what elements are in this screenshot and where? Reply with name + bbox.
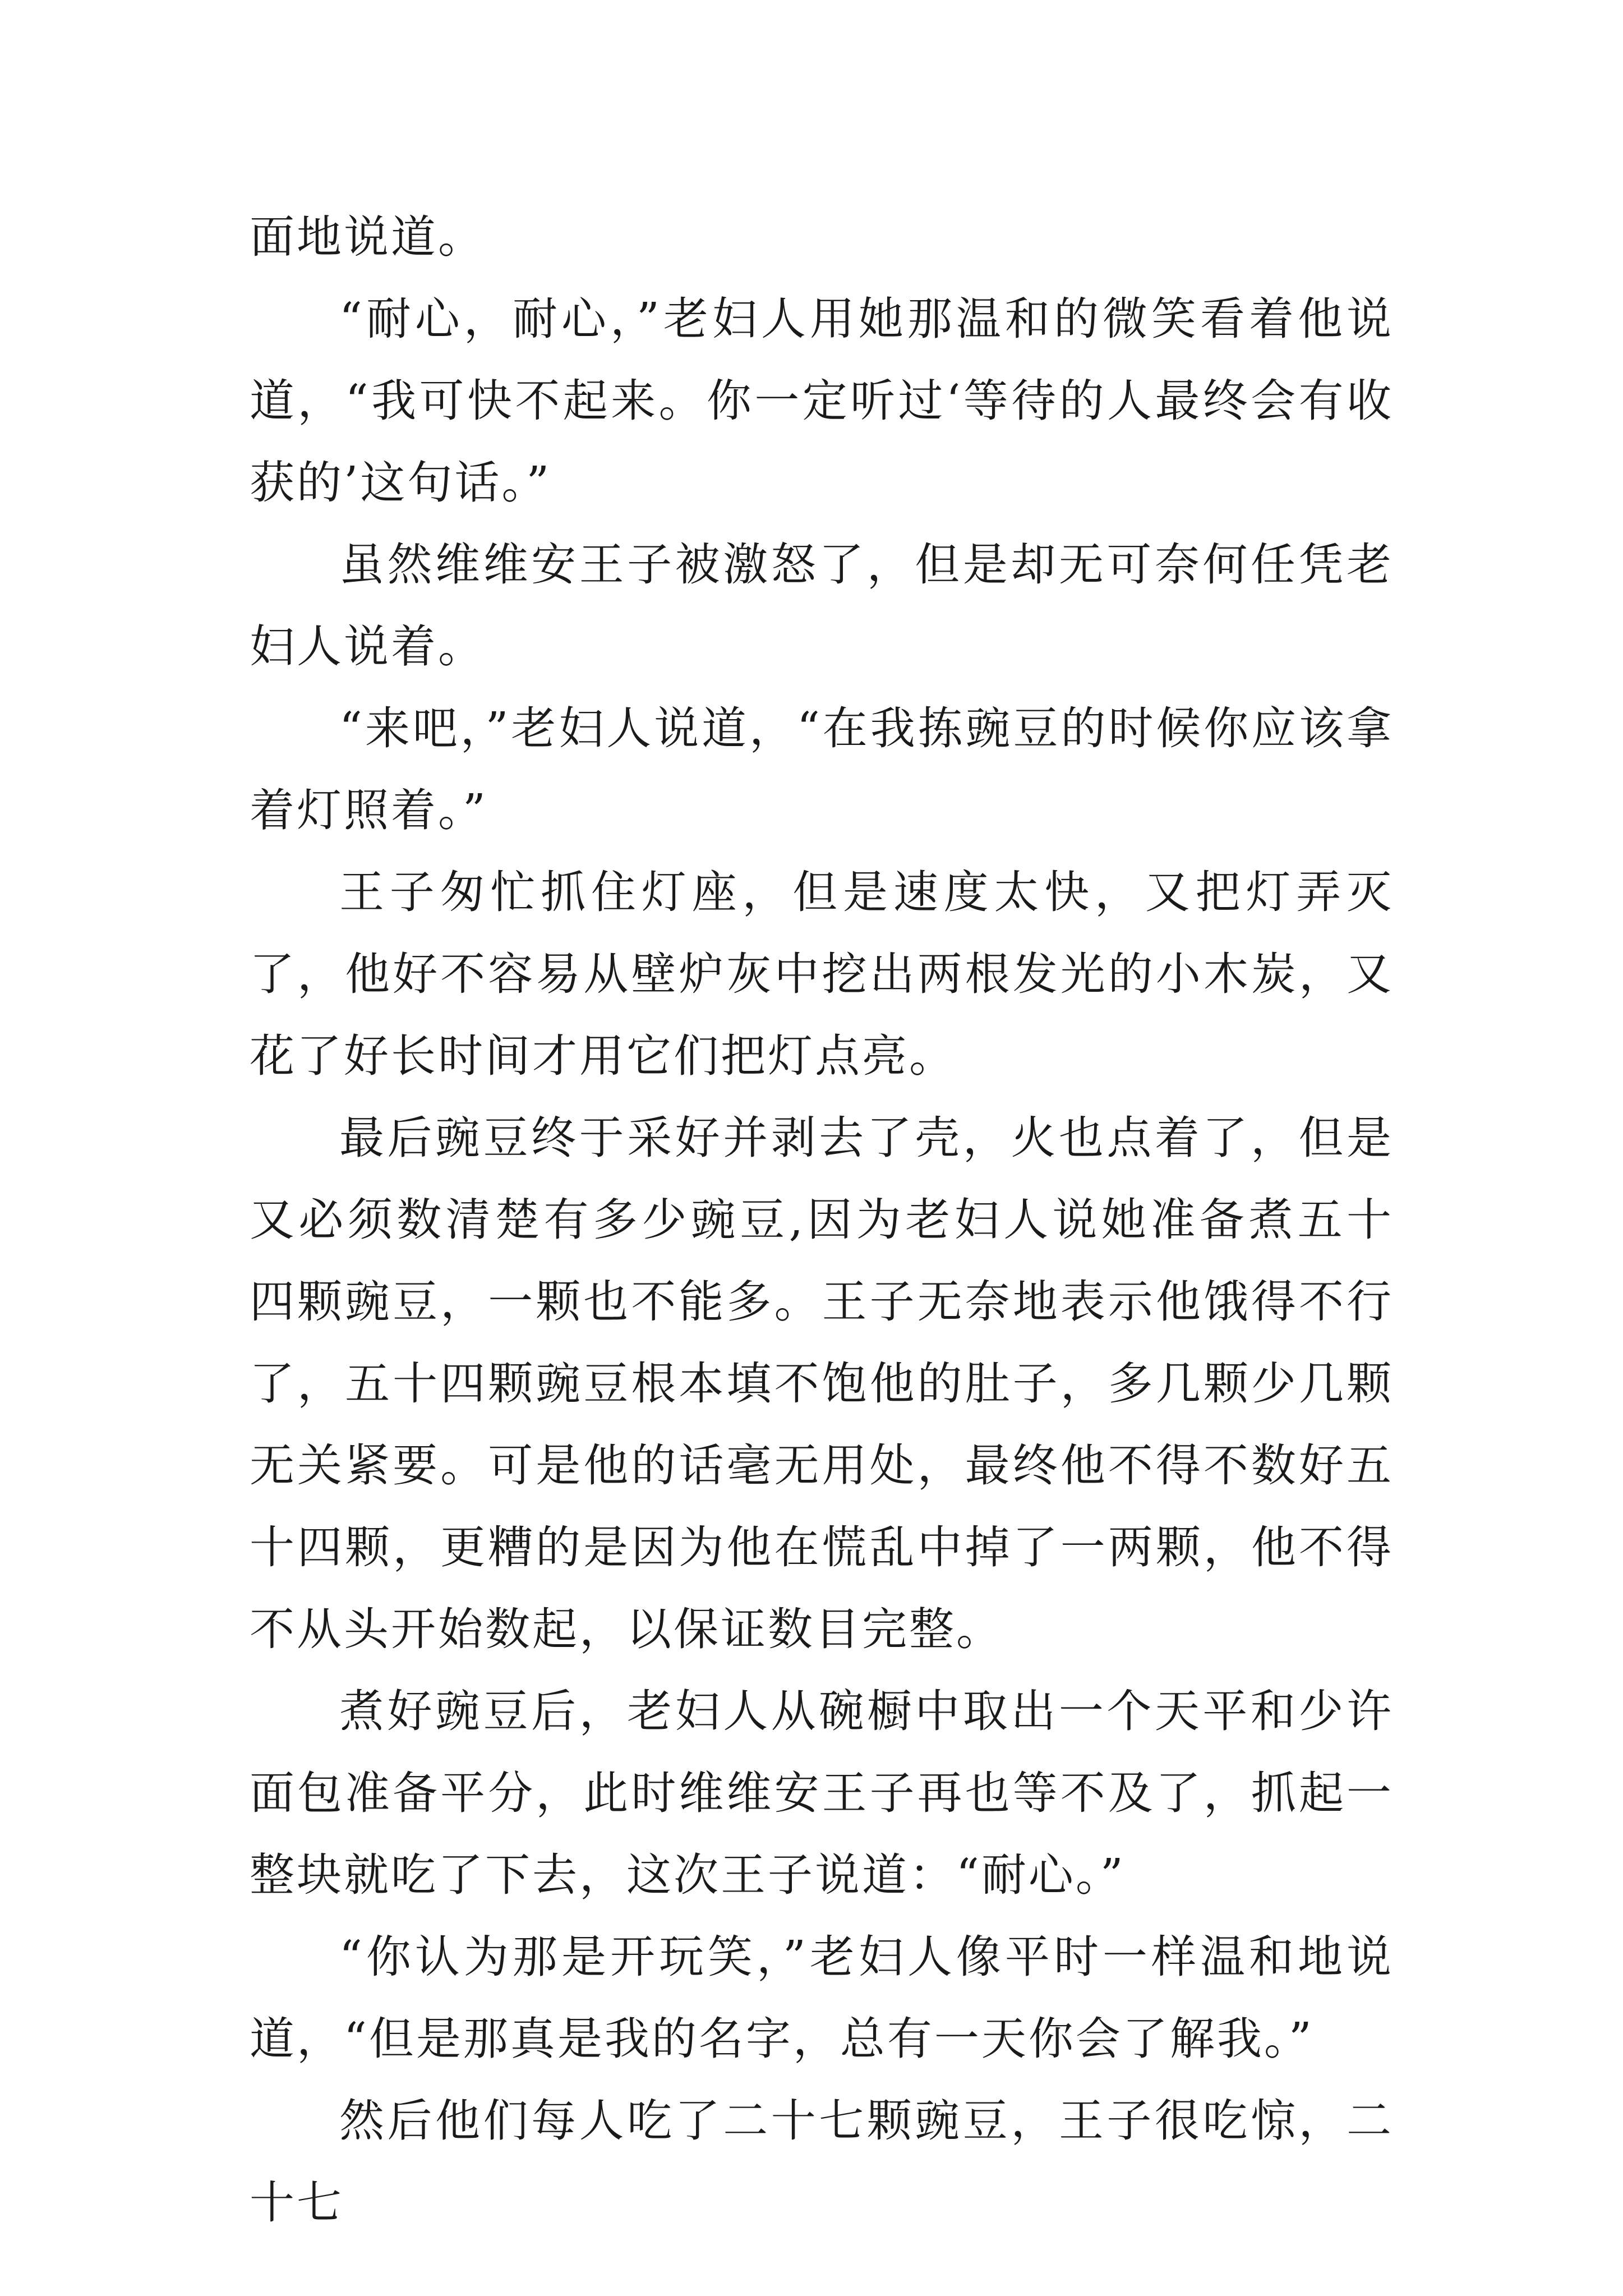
paragraph-9: 然后他们每人吃了二十七颗豌豆，王子很吃惊，二十七 <box>250 2095 1394 2229</box>
body-text <box>250 196 1394 2244</box>
paragraph-3: 虽然维维安王子被激怒了，但是却无可奈何任凭老妇人说着。 <box>250 539 1394 673</box>
paragraph-6: 最后豌豆终于采好并剥去了壳，火也点着了，但是又必须数清楚有多少豌豆,因为老妇人说她准备煮五十四颗豌豆，一颗也不能多。王子无奈地表示他饿得不行了，五十四颗豌豆根本填不饱他的肚子，多几颗少几颗无关紧要。可是他的话毫无用处，最终他不得不数好五十四颗，更糟的是因为他在慌乱中掉了一两颗，他不得不从头开始数起，以保证数目完整。 <box>250 1112 1394 1655</box>
paragraph-7: 煮好豌豆后，老妇人从碗橱中取出一个天平和少许面包准备平分，此时维维安王子再也等不及了，抓起一整块就吃了下去，这次王子说道：“耐心。” <box>250 1685 1394 1901</box>
paragraph-8: “你认为那是开玩笑，”老妇人像平时一样温和地说道，“但是那真是我的名字，总有一天你会了解我。” <box>250 1931 1394 2065</box>
paragraph-4: “来吧，”老妇人说道，“在我拣豌豆的时候你应该拿着灯照着。” <box>250 702 1394 836</box>
paragraph-2: “耐心，耐心，”老妇人用她那温和的微笑看着他说道，“我可快不起来。你一定听过‘等待的人最终会有收获的’这句话。” <box>250 293 1394 509</box>
paragraph-1: 面地说道。 <box>250 211 485 263</box>
paragraph-5: 王子匆忙抓住灯座，但是速度太快，又把灯弄灭了，他好不容易从壁炉灰中挖出两根发光的小木炭，又花了好长时间才用它们把灯点亮。 <box>250 866 1394 1082</box>
